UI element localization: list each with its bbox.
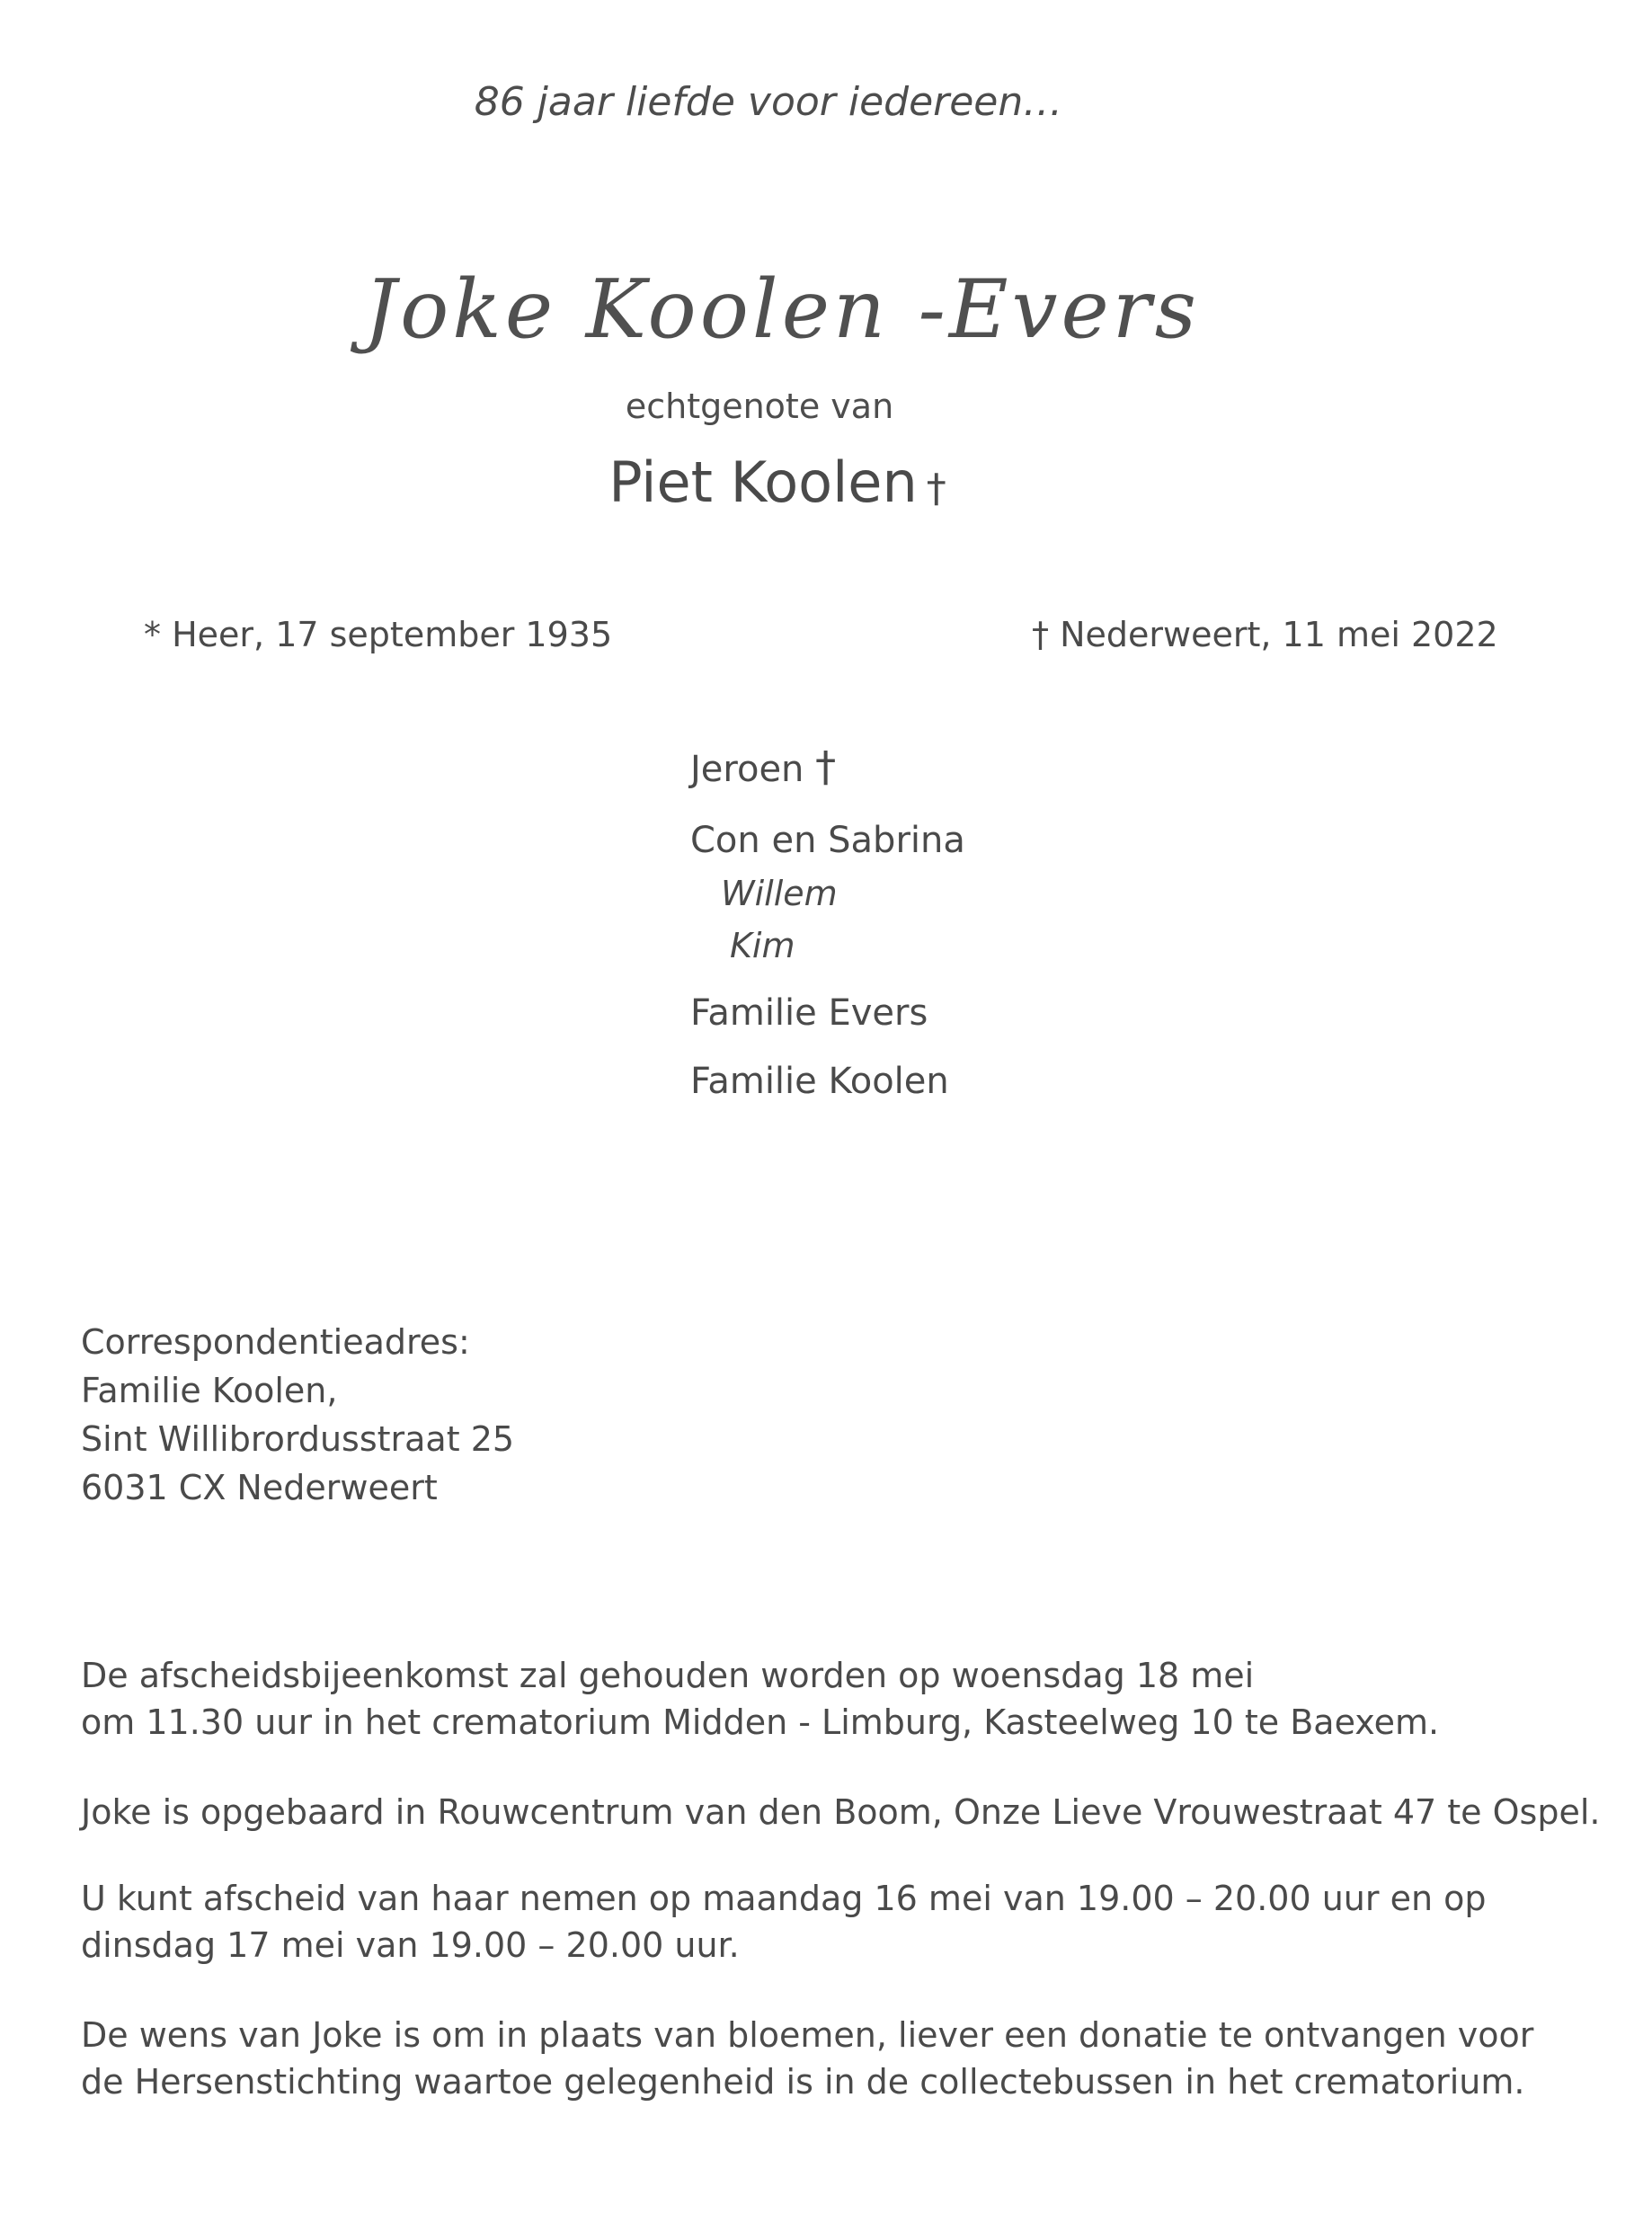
family-son bbox=[690, 742, 836, 791]
visit-line-2: dinsdag 17 mei van 19.00 – 20.00 uur. bbox=[81, 1925, 740, 1965]
address-line-2: Sint Willibrordusstraat 25 bbox=[81, 1419, 515, 1459]
address-line-1: Familie Koolen, bbox=[81, 1371, 338, 1410]
spouse-line bbox=[0, 449, 1555, 515]
deceased-name: Joke Koolen -Evers bbox=[364, 262, 1200, 357]
ceremony-line-2: om 11.30 uur in het crematorium Midden - Limburg, Kasteelweg 10 te Baexem. bbox=[81, 1702, 1440, 1742]
address-line-3: 6031 CX Nederweert bbox=[81, 1468, 438, 1507]
family-koolen: Familie Koolen bbox=[690, 1061, 949, 1102]
birth-info: * Heer, 17 september 1935 bbox=[144, 615, 613, 654]
cross-icon: † bbox=[815, 742, 837, 791]
family-evers: Familie Evers bbox=[690, 992, 928, 1034]
wish-line-1: De wens van Joke is om in plaats van bloemen, liever een donatie te ontvangen voor bbox=[81, 2015, 1534, 2055]
motto: 86 jaar liefde voor iedereen… bbox=[474, 79, 1063, 125]
ceremony-line-1: De afscheidsbijeenkomst zal gehouden worden op woensdag 18 mei bbox=[81, 1656, 1255, 1695]
ceremony-paragraph bbox=[81, 1652, 1609, 1746]
family-son-name: Jeroen bbox=[690, 749, 804, 790]
wish-line-2: de Hersenstichting waartoe gelegenheid is in de collectebussen in het crematorium. bbox=[81, 2062, 1525, 2102]
address-label: Correspondentieadres: bbox=[81, 1322, 470, 1362]
family-couple: Con en Sabrina bbox=[690, 820, 965, 861]
cross-icon: † bbox=[926, 466, 946, 511]
laid-out-line: Joke is opgebaard in Rouwcentrum van den Boom, Onze Lieve Vrouwestraat 47 te Ospel. bbox=[81, 1792, 1601, 1832]
wish-paragraph bbox=[81, 2012, 1609, 2105]
spouse-name: Piet Koolen bbox=[608, 449, 918, 515]
death-info: † Nederweert, 11 mei 2022 bbox=[1032, 615, 1498, 654]
grandchild-2: Kim bbox=[730, 926, 795, 965]
laid-out-paragraph bbox=[81, 1789, 1609, 1835]
grandchild-1: Willem bbox=[721, 874, 838, 913]
spouse-intro: echtgenote van bbox=[625, 387, 894, 426]
visit-line-1: U kunt afscheid van haar nemen op maandag 16 mei van 19.00 – 20.00 uur en op bbox=[81, 1879, 1487, 1918]
visit-paragraph bbox=[81, 1875, 1609, 1969]
